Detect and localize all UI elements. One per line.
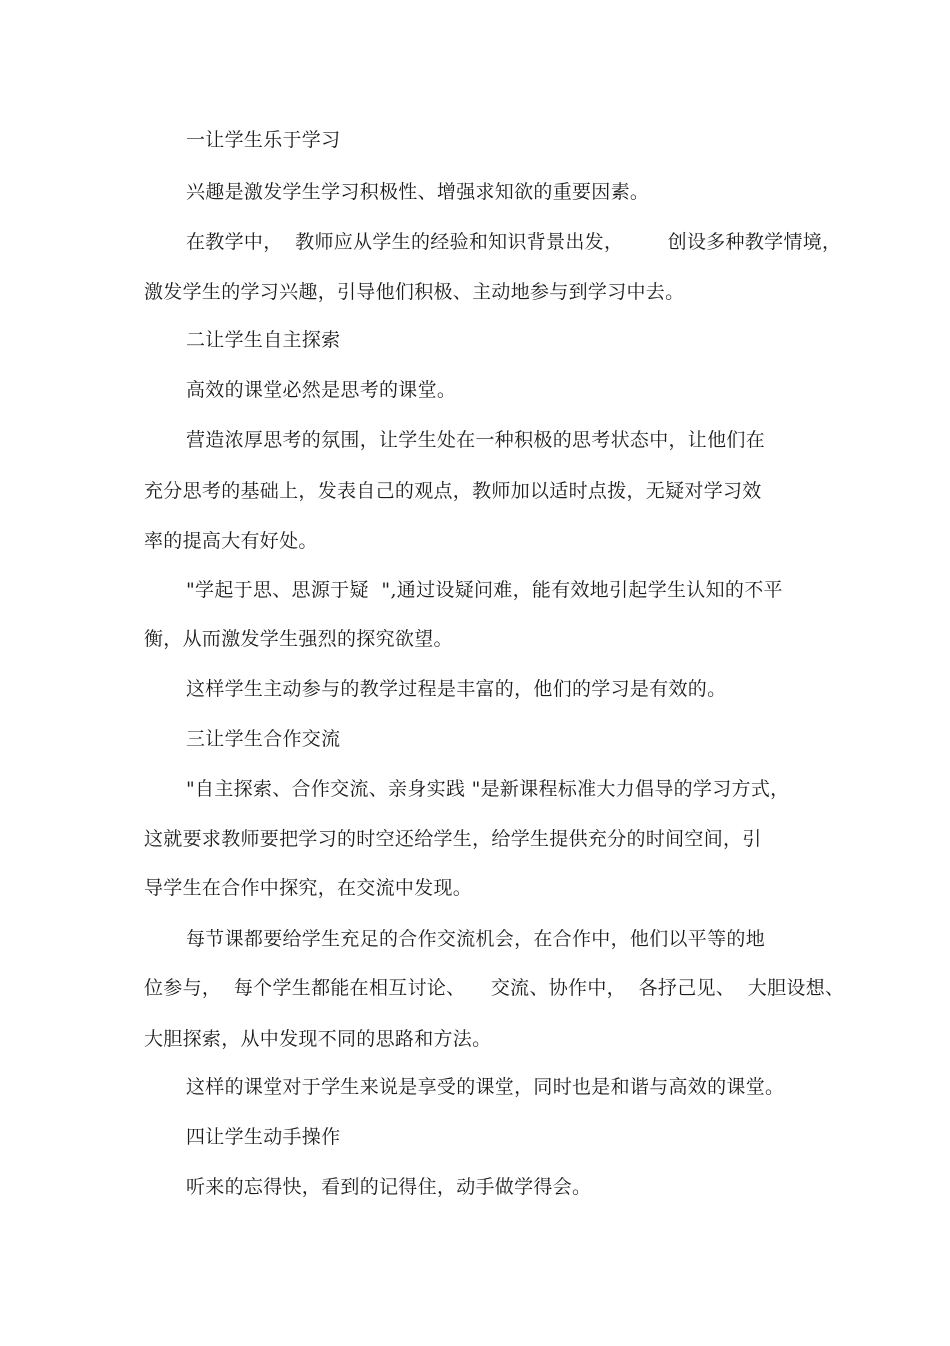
paragraph-line: "学起于思、思源于疑 ",通过设疑问难，能有效地引起学生认知的不平 (186, 579, 783, 601)
paragraph-line: 充分思考的基础上，发表自己的观点，教师加以适时点拨，无疑对学习效 (144, 480, 762, 502)
paragraph-line: 这就要求教师要把学习的时空还给学生，给学生提供充分的时间空间，引 (144, 828, 762, 850)
paragraph-line: 位参与， 每个学生都能在相互讨论、 交流、协作中， 各抒己见、 大胆设想、 (144, 977, 845, 999)
section-heading-4: 四让学生动手操作 (186, 1126, 341, 1148)
section-heading-1: 一让学生乐于学习 (186, 129, 341, 151)
paragraph-line: 听来的忘得快，看到的记得住，动手做学得会。 (186, 1176, 592, 1198)
paragraph-line: 兴趣是激发学生学习积极性、增强求知欲的重要因素。 (186, 181, 650, 203)
paragraph-line: 在教学中， 教师应从学生的经验和知识背景出发， 创设多种教学情境， (186, 231, 842, 253)
paragraph-line: 率的提高大有好处。 (144, 530, 318, 552)
paragraph-line: 这样的课堂对于学生来说是享受的课堂，同时也是和谐与高效的课堂。 (186, 1076, 785, 1098)
paragraph-line: 衡，从而激发学生强烈的探究欲望。 (144, 628, 453, 650)
paragraph-line: "自主探索、合作交流、亲身实践 "是新课程标准大力倡导的学习方式， (186, 778, 790, 800)
paragraph-line: 每节课都要给学生充足的合作交流机会，在合作中，他们以平等的地 (186, 928, 766, 950)
paragraph-line: 导学生在合作中探究，在交流中发现。 (144, 877, 473, 899)
section-heading-2: 二让学生自主探索 (186, 329, 341, 351)
paragraph-line: 高效的课堂必然是思考的课堂。 (186, 379, 457, 401)
paragraph-line: 营造浓厚思考的氛围，让学生处在一种积极的思考状态中，让他们在 (186, 429, 766, 451)
paragraph-line: 这样学生主动参与的教学过程是丰富的，他们的学习是有效的。 (186, 678, 727, 700)
paragraph-line: 大胆探索，从中发现不同的思路和方法。 (144, 1028, 492, 1050)
section-heading-3: 三让学生合作交流 (186, 728, 341, 750)
paragraph-line: 激发学生的学习兴趣，引导他们积极、主动地参与到学习中去。 (144, 281, 685, 303)
